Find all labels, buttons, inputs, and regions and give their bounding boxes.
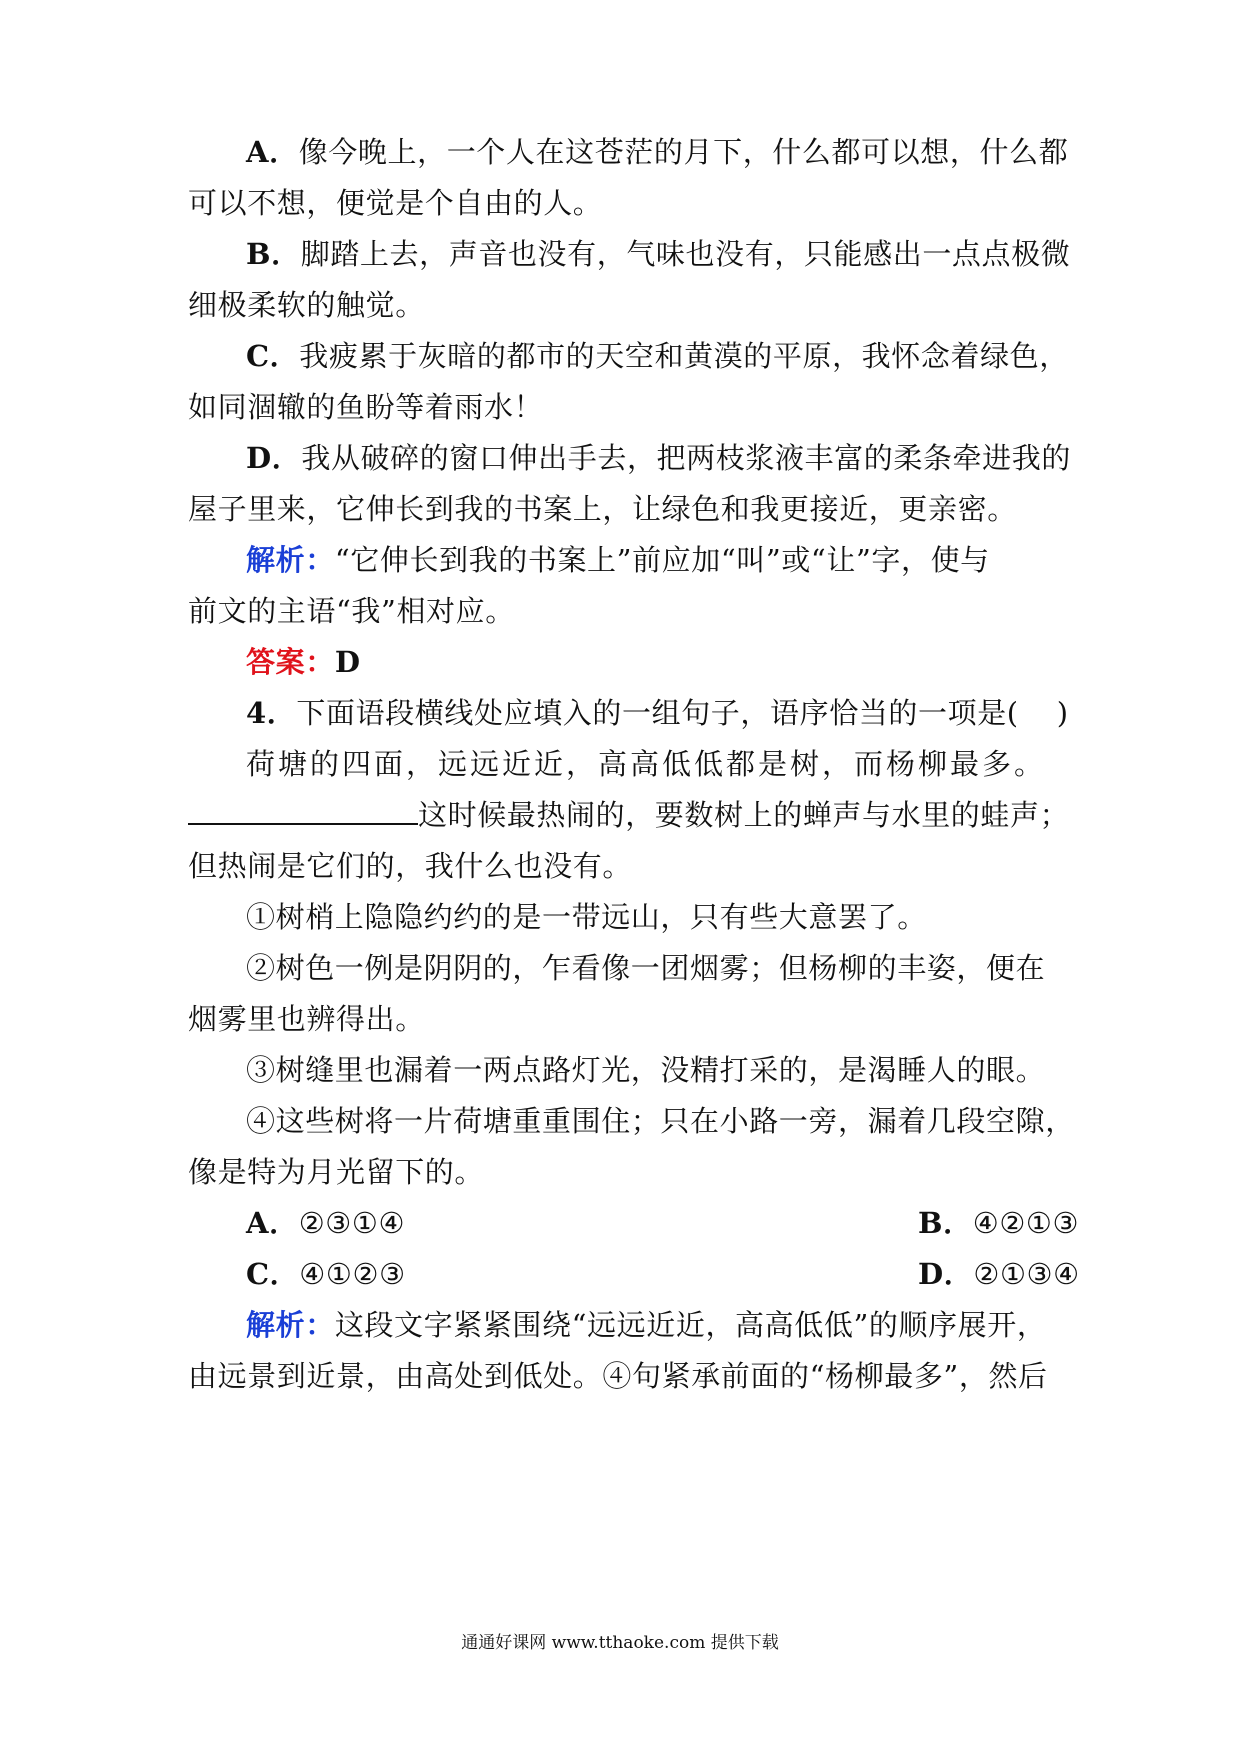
q3-option-b-cont: 细极柔软的触觉。 (188, 288, 425, 322)
q3-option-a (246, 132, 1069, 172)
q3-option-d-cont: 屋子里来，它伸长到我的书案上，让绿色和我更接近，更亲密。 (188, 492, 1017, 526)
answer-value: D (334, 645, 361, 679)
option-label: B． (246, 237, 301, 271)
option-c-text: ④①②③ (299, 1257, 406, 1291)
option-label: D． (246, 441, 302, 475)
page-footer: 通通好课网 www.tthaoke.com 提供下载 (461, 1633, 779, 1653)
q4-sentence-1: ①树梢上隐隐约约的是一带远山，只有些大意罢了。 (246, 900, 927, 934)
q3-option-c (246, 336, 1069, 376)
option-text: 我从破碎的窗口伸出手去，把两枝浆液丰富的柔条牵进我的 (301, 441, 1071, 475)
option-d-label: D． (918, 1257, 974, 1291)
answer-label: 答案： (246, 645, 335, 679)
question-number: 4． (246, 696, 297, 730)
analysis-label: 解析： (246, 543, 335, 577)
q4-passage-1: 荷塘的四面，远远近近，高高低低都是树，而杨柳最多。 (246, 747, 1047, 781)
q4-analysis (246, 1305, 1058, 1345)
option-d-text: ②①③④ (973, 1257, 1080, 1291)
q3-option-b (246, 234, 1071, 274)
paren-close: ) (1056, 696, 1069, 730)
q4-sentence-4: ④这些树将一片荷塘重重围住；只在小路一旁，漏着几段空隙， (246, 1104, 1075, 1138)
q4-options-row-1 (246, 1203, 1080, 1243)
option-text: 像今晚上，一个人在这苍茫的月下，什么都可以想，什么都 (298, 135, 1069, 169)
q4-passage-2 (188, 795, 1070, 835)
q3-analysis-cont: 前文的主语“我”相对应。 (188, 594, 515, 628)
q3-option-a-cont: 可以不想，便觉是个自由的人。 (188, 186, 603, 220)
option-b (918, 1203, 1079, 1243)
q3-answer (246, 642, 1058, 682)
option-d (918, 1254, 1080, 1294)
q4-passage-3: 但热闹是它们的，我什么也没有。 (188, 849, 633, 883)
analysis-text: “它伸长到我的书案上”前应加“叫”或“让”字，使与 (334, 543, 990, 577)
q3-option-c-cont: 如同涸辙的鱼盼等着雨水！ (188, 390, 544, 424)
option-label: C． (246, 339, 300, 373)
analysis-label: 解析： (246, 1308, 335, 1342)
question-stem: 下面语段横线处应填入的一组句子，语序恰当的一项是( (296, 696, 1019, 730)
q4-options-row-2 (246, 1254, 1080, 1294)
passage-text: 这时候最热闹的，要数树上的蝉声与水里的蛙声； (418, 798, 1070, 832)
option-a-label: A． (246, 1206, 299, 1240)
q3-analysis (246, 540, 1058, 580)
q4-sentence-3: ③树缝里也漏着一两点路灯光，没精打采的，是渴睡人的眼。 (246, 1053, 1046, 1087)
option-c-label: C． (246, 1257, 300, 1291)
q4-sentence-2-cont: 烟雾里也辨得出。 (188, 1002, 425, 1036)
q4-sentence-2: ②树色一例是阴阴的，乍看像一团烟雾；但杨柳的丰姿，便在 (246, 951, 1046, 985)
option-b-label: B． (918, 1206, 973, 1240)
q4-stem (246, 693, 1069, 733)
q3-option-d (246, 438, 1071, 478)
q4-sentence-4-cont: 像是特为月光留下的。 (188, 1155, 485, 1189)
option-a-text: ②③①④ (298, 1206, 406, 1240)
option-text: 我疲累于灰暗的都市的天空和黄漠的平原，我怀念着绿色， (299, 339, 1069, 373)
analysis-text: 这段文字紧紧围绕“远远近近，高高低低”的顺序展开， (334, 1308, 1047, 1342)
option-label: A． (246, 135, 299, 169)
q4-analysis-cont: 由远景到近景，由高处到低处。④句紧承前面的“杨柳最多”，然后 (188, 1359, 1048, 1393)
option-text: 脚踏上去，声音也没有，气味也没有，只能感出一点点极微 (300, 237, 1071, 271)
option-b-text: ④②①③ (972, 1206, 1080, 1240)
fill-in-blank-line (188, 797, 418, 825)
